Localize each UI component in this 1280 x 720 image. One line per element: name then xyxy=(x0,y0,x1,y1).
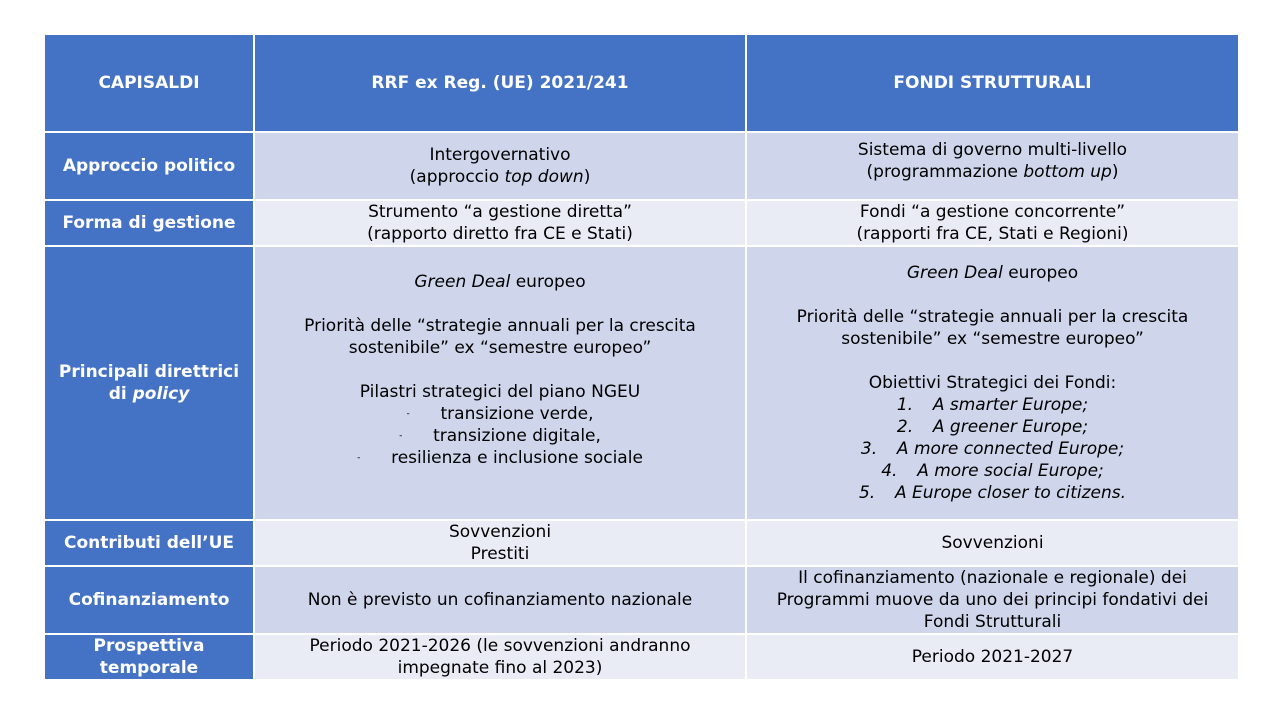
rrf-gestione-line1: Strumento “a gestione diretta” xyxy=(368,202,632,222)
fondi-cofinanziamento xyxy=(746,566,1239,634)
fondi-priorita-line2: sostenibile” ex “semestre europeo” xyxy=(841,329,1144,349)
row-cofinanziamento xyxy=(44,566,1239,634)
rrf-prospettiva-line2: impegnate fino al 2023) xyxy=(397,658,603,678)
fondi-green-deal: Green Deal europeo xyxy=(906,263,1079,283)
row-label-approccio: Approccio politico xyxy=(44,132,254,200)
rrf-contributi-line1: Sovvenzioni xyxy=(448,522,552,542)
header-fondi: FONDI STRUTTURALI xyxy=(746,34,1239,132)
fondi-approccio-line2: (programmazione bottom up) xyxy=(866,162,1119,182)
rrf-gestione-line2: (rapporto diretto fra CE e Stati) xyxy=(367,224,633,244)
fondi-cofinanziamento-line1: Il cofinanziamento (nazionale e regionale) dei xyxy=(798,568,1187,588)
fondi-gestione-line2: (rapporti fra CE, Stati e Regioni) xyxy=(856,224,1129,244)
list-item: 2. A greener Europe; xyxy=(896,417,1089,437)
row-label-direttrici: Principali direttrici di policy xyxy=(44,246,254,520)
rrf-green-deal: Green Deal europeo xyxy=(414,272,586,292)
fondi-approccio-line1: Sistema di governo multi-livello xyxy=(857,140,1128,160)
fondi-gestione xyxy=(746,200,1239,246)
fondi-obiettivi: Obiettivi Strategici dei Fondi: xyxy=(868,373,1117,393)
row-forma-gestione xyxy=(44,200,1239,246)
fondi-approccio xyxy=(746,132,1239,200)
fondi-cofinanziamento-line3: Fondi Strutturali xyxy=(923,612,1062,632)
fondi-priorita-line1: Priorità delle “strategie annuali per la crescita xyxy=(796,307,1189,327)
list-item: - transizione digitale, xyxy=(399,426,601,446)
rrf-direttrici xyxy=(254,246,746,520)
rrf-cofinanziamento-line1: Non è previsto un cofinanziamento nazionale xyxy=(307,590,693,610)
row-direttrici-policy xyxy=(44,246,1239,520)
row-approccio-politico xyxy=(44,132,1239,200)
row-label-contributi: Contributi dell’UE xyxy=(44,520,254,566)
list-item: 1. A smarter Europe; xyxy=(896,395,1089,415)
rrf-prospettiva xyxy=(254,634,746,680)
header-capisaldi: CAPISALDI xyxy=(44,34,254,132)
fondi-prospettiva-line1: Periodo 2021-2027 xyxy=(911,647,1074,667)
list-item: - transizione verde, xyxy=(406,404,594,424)
row-prospettiva xyxy=(44,634,1239,680)
rrf-cofinanziamento xyxy=(254,566,746,634)
row-label-gestione: Forma di gestione xyxy=(44,200,254,246)
rrf-approccio xyxy=(254,132,746,200)
fondi-cofinanziamento-line2: Programmi muove da uno dei principi fondativi dei xyxy=(776,590,1209,610)
fondi-direttrici xyxy=(746,246,1239,520)
dash-icon: - xyxy=(357,453,361,463)
fondi-contributi xyxy=(746,520,1239,566)
fondi-obiettivi-list xyxy=(751,394,1234,504)
rrf-approccio-line2: (approccio top down) xyxy=(409,167,591,187)
rrf-gestione xyxy=(254,200,746,246)
fondi-prospettiva xyxy=(746,634,1239,680)
rrf-priorita-line1: Priorità delle “strategie annuali per la crescita xyxy=(304,316,696,336)
comparison-table xyxy=(43,33,1240,681)
fondi-contributi-line1: Sovvenzioni xyxy=(941,533,1044,553)
rrf-prospettiva-line1: Periodo 2021-2026 (le sovvenzioni andranno xyxy=(309,636,691,656)
header-rrf: RRF ex Reg. (UE) 2021/241 xyxy=(254,34,746,132)
rrf-priorita-line2: sostenibile” ex “semestre europeo” xyxy=(348,338,652,358)
rrf-contributi-line2: Prestiti xyxy=(470,544,530,564)
dash-icon: - xyxy=(399,431,403,441)
rrf-approccio-line1: Intergovernativo xyxy=(429,145,571,165)
rrf-pilastri: Pilastri strategici del piano NGEU xyxy=(359,382,641,402)
row-label-cofinanziamento: Cofinanziamento xyxy=(44,566,254,634)
rrf-pilastri-list xyxy=(259,403,741,469)
dash-icon: - xyxy=(406,409,410,419)
rrf-contributi xyxy=(254,520,746,566)
list-item: 5. A Europe closer to citizens. xyxy=(858,483,1127,503)
fondi-gestione-line1: Fondi “a gestione concorrente” xyxy=(859,202,1126,222)
header-row xyxy=(44,34,1239,132)
row-label-prospettiva: Prospettiva temporale xyxy=(44,634,254,680)
list-item: 3. A more connected Europe; xyxy=(860,439,1125,459)
list-item: 4. A more social Europe; xyxy=(881,461,1104,481)
row-contributi xyxy=(44,520,1239,566)
list-item: - resilienza e inclusione sociale xyxy=(357,448,643,468)
